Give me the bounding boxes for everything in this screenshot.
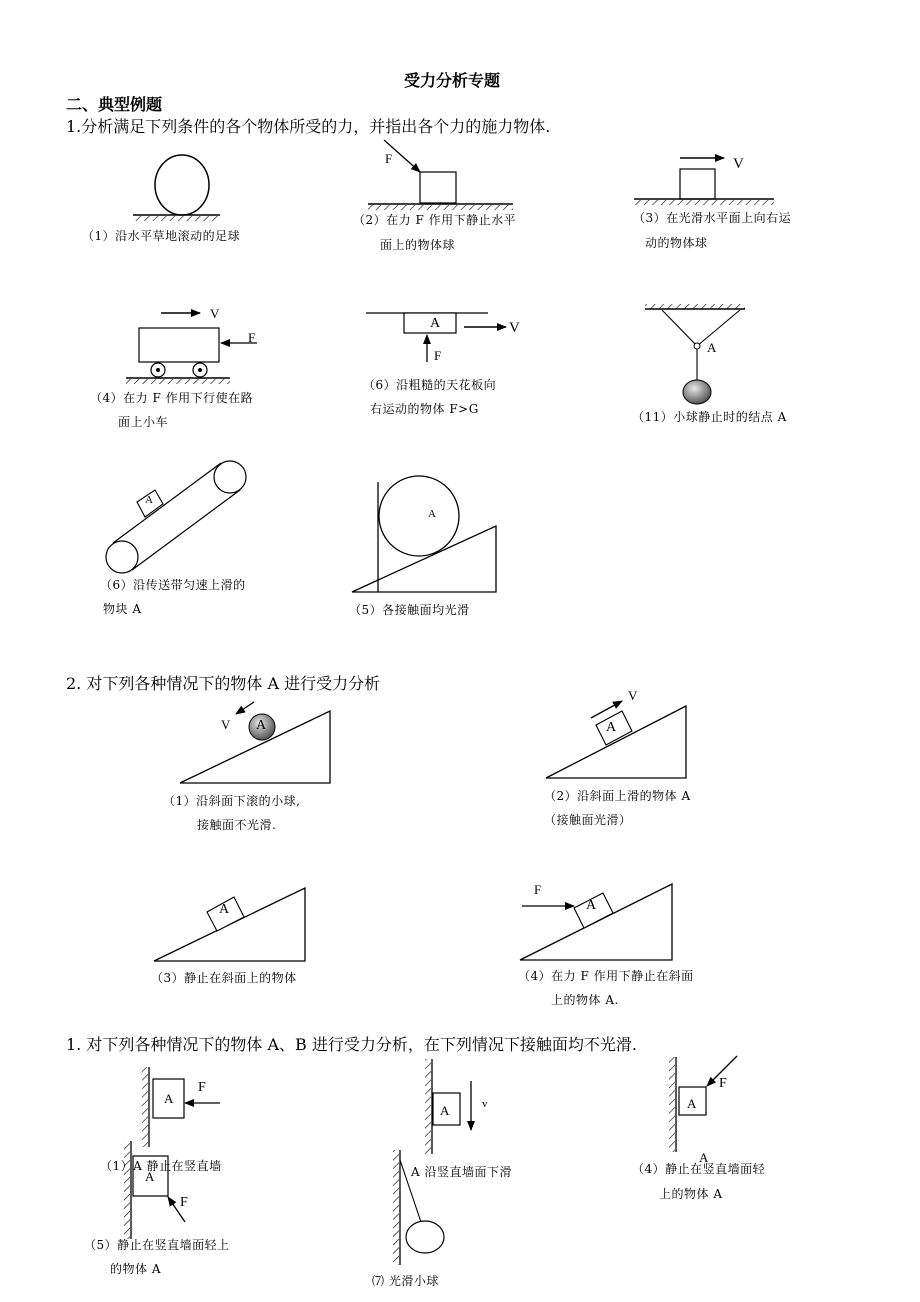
question-3-heading: 1. 对下列各种情况下的物体 A、B 进行受力分析，在下列情况下接触面均不光滑. bbox=[66, 1035, 637, 1054]
fig-q1-hanging-ball bbox=[645, 304, 745, 404]
caption-q1-2a: （2）在力 F 作用下静止水平 bbox=[353, 213, 517, 227]
label-q3-4-F: F bbox=[719, 1076, 727, 1091]
fig-q2-block-force bbox=[520, 884, 672, 960]
label-q2-4-F: F bbox=[534, 882, 542, 897]
label-q3-1-F: F bbox=[198, 1080, 206, 1095]
caption-q1-4a: （4）在力 F 作用下行使在路 bbox=[90, 391, 254, 405]
caption-q1-6b: 右运动的物体 F>G bbox=[370, 402, 479, 416]
label-q1-2-F: F bbox=[385, 151, 393, 166]
caption-q1-6-conveyor-b: 物块 A bbox=[103, 602, 142, 616]
fig-q1-conveyor bbox=[106, 461, 246, 573]
label-q1-11-A: A bbox=[707, 340, 717, 355]
label-q2-3-A: A bbox=[219, 902, 230, 917]
label-q2-2-A: A bbox=[606, 720, 617, 735]
label-q2-4-A: A bbox=[586, 898, 597, 913]
caption-q1-1: （1）沿水平草地滚动的足球 bbox=[82, 229, 241, 243]
label-q1-3-V: V bbox=[733, 156, 744, 172]
fig-q2-block-static bbox=[154, 888, 305, 961]
caption-q1-5: （5）各接触面均光滑 bbox=[349, 603, 470, 617]
caption-q2-4b: 上的物体 A. bbox=[551, 993, 619, 1007]
caption-q3-5a: （5）静止在竖直墙面轻上 bbox=[84, 1238, 230, 1252]
caption-q3-4b: 上的物体 A bbox=[659, 1187, 723, 1201]
label-q2-1-V: V bbox=[221, 717, 231, 732]
caption-q2-4a: （4）在力 F 作用下静止在斜面 bbox=[518, 969, 694, 983]
fig-q3-wall-block-4 bbox=[669, 1056, 737, 1152]
caption-q3-7: ⑺ 光滑小球 bbox=[372, 1274, 439, 1288]
label-q3-1-A: A bbox=[164, 1091, 174, 1106]
fig-q3-wall-block-1 bbox=[142, 1067, 220, 1147]
fig-q1-smooth-block bbox=[634, 158, 774, 205]
label-q3-4-A-below: A bbox=[699, 1150, 709, 1165]
caption-q3-5b: 的物体 A bbox=[110, 1262, 161, 1276]
label-q1-4-F: F bbox=[248, 330, 256, 345]
caption-q2-1b: 接触面不光滑. bbox=[197, 818, 277, 832]
label-q3-5-F: F bbox=[180, 1195, 188, 1210]
caption-q1-6a: （6）沿粗糙的天花板向 bbox=[363, 378, 497, 392]
fig-q3-wall-block-5 bbox=[124, 1141, 185, 1239]
question-2-heading: 2. 对下列各种情况下的物体 A 进行受力分析 bbox=[66, 674, 381, 693]
label-q1-6-V: V bbox=[509, 320, 520, 336]
label-q1-5-A: A bbox=[428, 508, 436, 520]
label-q1-6-F: F bbox=[434, 348, 442, 363]
label-q1-4-V: V bbox=[210, 306, 220, 321]
label-q1-6-A: A bbox=[430, 316, 441, 331]
caption-q1-11: （11）小球静止时的结点 A bbox=[632, 410, 787, 424]
caption-q2-1a: （1）沿斜面下滚的小球, bbox=[163, 794, 301, 808]
caption-q1-2b: 面上的物体球 bbox=[380, 238, 456, 252]
caption-q1-4b: 面上小车 bbox=[118, 415, 169, 429]
fig-q2-block-sliding-up bbox=[546, 701, 686, 778]
caption-q2-2a: （2）沿斜面上滑的物体 A bbox=[544, 789, 691, 803]
label-q3-4-A: A bbox=[687, 1096, 697, 1111]
fig-q1-football bbox=[133, 155, 220, 221]
section-heading: 二、典型例题 bbox=[66, 95, 163, 114]
label-q3-2-A: A bbox=[440, 1103, 450, 1118]
label-q2-2-V: V bbox=[628, 688, 638, 703]
caption-q3-2: A 沿竖直墙面下滑 bbox=[411, 1165, 512, 1179]
caption-q2-3: （3）静止在斜面上的物体 bbox=[151, 971, 297, 985]
fig-q2-ball-rolling bbox=[180, 702, 330, 783]
label-q3-5-A: A bbox=[145, 1169, 155, 1184]
fig-q1-ball-incline bbox=[352, 476, 496, 592]
label-q3-2-v: v bbox=[482, 1098, 488, 1110]
caption-q1-3a: （3）在光滑水平面上向右运 bbox=[633, 211, 792, 225]
page-title: 受力分析专题 bbox=[404, 71, 501, 90]
question-1-heading: 1.分析满足下列条件的各个物体所受的力，并指出各个力的施力物体. bbox=[66, 117, 551, 136]
caption-q3-4a: （4）静止在竖直墙面轻 bbox=[632, 1162, 766, 1176]
caption-q2-2b: （接触面光滑） bbox=[544, 813, 632, 827]
label-q1-conveyor-A: A bbox=[145, 494, 153, 506]
caption-q1-3b: 动的物体球 bbox=[645, 236, 708, 250]
fig-q1-cart bbox=[126, 313, 257, 384]
caption-q3-1: （1）A 静止在竖直墙 bbox=[100, 1159, 222, 1173]
caption-q1-6-conveyor-a: （6）沿传送带匀速上滑的 bbox=[100, 578, 246, 592]
label-q2-1-A: A bbox=[256, 718, 267, 733]
